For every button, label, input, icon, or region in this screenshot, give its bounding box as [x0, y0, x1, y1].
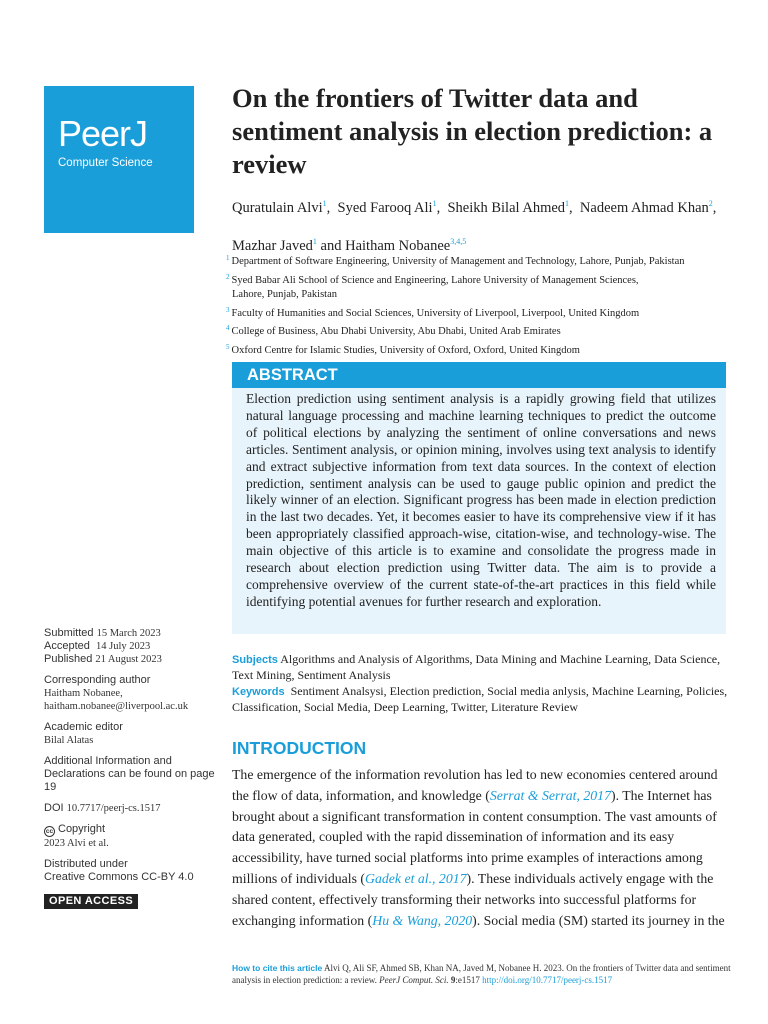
corresponding-label: Corresponding author [44, 674, 151, 686]
copyright-block [44, 823, 224, 850]
distributed-label: Distributed under [44, 858, 128, 870]
additional-info[interactable]: Additional Information and Declarations can be found on page 19 [44, 755, 215, 793]
journal-logo [44, 86, 194, 233]
cite-article: :e1517 [455, 974, 480, 985]
abstract-text: Election prediction using sentiment analysis is a rapidly growing field that utilizes natural language processing and machine learning techniques to predict the outcome of political elections by analyzing the sentiment of online conversations and news articles. Sentiment analysis, or opinion mining, involves using text analysis to identify and extract subjective information from text data sources. In the context of election prediction, sentiment analysis can be used to gauge public opinion and predict the likely winner of an election. Significant progress has been made in election prediction in the last two decades. Yet, it becomes easier to have its comprehensive view if it has been appropriately classified approach-wise, citation-wise, and technology-wise. The main objective of this article is to examine and consolidate the progress made in research about election prediction using Twitter data. The aim is to provide a comprehensive overview of the current state-of-the-art practices in this field while identifying potential avenues for further research and exploration. [232, 388, 726, 634]
affiliation-item [226, 251, 746, 270]
author-name[interactable]: Mazhar Javed [232, 238, 313, 254]
affiliation-list [226, 251, 746, 359]
author-affiliation-ref: 1 [312, 237, 317, 246]
affiliation-item [226, 303, 746, 322]
doi-label: DOI [44, 802, 64, 814]
affiliation-number: 1 [226, 254, 230, 262]
copyright-label: Copyright [58, 823, 106, 835]
subjects-label: Subjects [232, 654, 278, 666]
keywords-line [232, 684, 728, 716]
intro-text: ). These individuals actively engage with the shared content, effectively transforming their networks into successful platforms for exchanging information ( [232, 870, 714, 928]
affiliation-number: 4 [226, 324, 230, 333]
accepted-date: 14 July 2023 [96, 641, 151, 652]
editor-block [44, 721, 224, 747]
corresponding-name: Haitham Nobanee, [44, 688, 123, 699]
cite-text: Alvi Q, Ali SF, Ahmed SB, Khan NA, Javed M, Nobanee H. 2023. On the frontiers of Twitter data and sentiment analysis in election prediction: a review. [232, 963, 731, 985]
dates-block [44, 627, 224, 666]
submitted-label: Submitted [44, 627, 94, 639]
author-name[interactable]: Nadeem Ahmad Khan [579, 200, 709, 216]
abstract-heading: ABSTRACT [232, 362, 726, 388]
cite-journal: PeerJ Comput. Sci. [379, 974, 449, 985]
affiliation-item [226, 321, 746, 340]
keywords-text: Sentiment Analsysi, Election prediction, Social media anlysis, Machine Learning, Policies, Classification, Social Media, Deep Learning, Twitter, Literature Review [232, 683, 728, 714]
published-label: Published [44, 653, 93, 665]
subjects-line [232, 652, 728, 684]
citation-link[interactable]: Gadek et al., 2017 [364, 870, 467, 886]
affiliation-item [226, 340, 746, 359]
citation-footer [232, 963, 732, 986]
author-affiliation-ref: 1 [565, 199, 570, 208]
author-affiliation-ref: 2 [708, 199, 713, 208]
introduction-heading: INTRODUCTION [232, 738, 367, 758]
corresponding-email[interactable]: haitham.nobanee@liverpool.ac.uk [44, 701, 189, 712]
citation-link[interactable]: Serrat & Serrat, 2017 [489, 787, 611, 803]
article-title: On the frontiers of Twitter data and sentiment analysis in election prediction: a review [232, 83, 713, 179]
subjects-text: Algorithms and Analysis of Algorithms, Data Mining and Machine Learning, Data Science, Text Mining, Sentiment Analysis [232, 652, 721, 683]
article-sidebar [44, 627, 224, 909]
logo-wordmark: PeerJ [58, 113, 148, 154]
author-name[interactable]: Quratulain Alvi [232, 200, 323, 216]
subjects-keywords [232, 652, 728, 715]
affiliation-text: Syed Babar Ali School of Science and Engineering, Lahore University of Management Sciences, [231, 274, 639, 286]
license-block [44, 858, 224, 884]
author-affiliation-ref: 3,4,5 [450, 237, 467, 246]
submitted-date: 15 March 2023 [96, 628, 161, 639]
author-affiliation-ref: 1 [322, 199, 327, 208]
author-conjunction: and [320, 238, 342, 254]
accepted-label: Accepted [44, 640, 90, 652]
intro-text: ). Social media (SM) started its journey in the [472, 912, 725, 928]
affiliation-number: 5 [226, 342, 230, 351]
cite-volume: 9 [450, 974, 456, 985]
author-affiliation-ref: 1 [432, 199, 437, 208]
editor-name: Bilal Alatas [44, 735, 94, 746]
corresponding-block [44, 674, 224, 713]
author-name[interactable]: Haitham Nobanee [345, 238, 451, 254]
cite-doi-link[interactable]: http://doi.org/10.7717/peerj-cs.1517 [482, 974, 613, 985]
citation-link[interactable]: Hu & Wang, 2020 [372, 912, 473, 928]
doi-block [44, 802, 224, 815]
keywords-label: Keywords [232, 685, 285, 698]
introduction-paragraph [232, 765, 732, 931]
license-name[interactable]: Creative Commons CC-BY 4.0 [44, 871, 194, 883]
author-name[interactable]: Sheikh Bilal Ahmed [447, 200, 566, 216]
affiliation-item [226, 270, 746, 289]
affiliation-number: 2 [226, 272, 230, 281]
affiliation-text: College of Business, Abu Dhabi University, Abu Dhabi, United Arab Emirates [231, 326, 561, 338]
editor-label: Academic editor [44, 721, 123, 733]
affiliation-text: Faculty of Humanities and Social Sciences, University of Liverpool, Liverpool, United Kingdom [231, 307, 640, 319]
cite-label: How to cite this article [232, 963, 323, 973]
author-list: Quratulain Alvi$^1$, Syed Farooq Ali$^1$, Sheikh Bilal Ahmed$^1$, Nadeem Ahmad Khan$^2$, Mazhar Javed$^1$ and Haitham Nobanee$^{3,4,5}$ [232, 199, 717, 254]
affiliation-text: Department of Software Engineering, University of Management and Technology, Lahore, Punjab, Pakistan [231, 256, 685, 267]
open-access-badge: OPEN ACCESS [44, 894, 138, 909]
affiliation-item-continued: Lahore, Punjab, Pakistan [232, 289, 337, 301]
intro-text: ). The Internet has brought about a significant transformation in content consumption. The vast amounts of data generated, coupled with the rapid dissemination of information and its easy accessibility, have turned social platforms into prime examples of interactions among millions of individuals ( [232, 787, 717, 886]
logo-subtitle: Computer Science [58, 157, 153, 169]
affiliation-number: 3 [226, 305, 230, 314]
copyright-value: 2023 Alvi et al. [44, 838, 109, 849]
affiliation-text: Oxford Centre for Islamic Studies, University of Oxford, Oxford, United Kingdom [231, 344, 580, 356]
doi-value[interactable]: 10.7717/peerj-cs.1517 [66, 803, 161, 814]
published-date: 21 August 2023 [95, 654, 162, 665]
author-name[interactable]: Syed Farooq Ali [337, 200, 433, 216]
creative-commons-icon: cc [45, 828, 54, 835]
intro-text: The emergence of the information revolution has led to new economies centered around the flow of data, information, and knowledge ( [232, 767, 718, 803]
